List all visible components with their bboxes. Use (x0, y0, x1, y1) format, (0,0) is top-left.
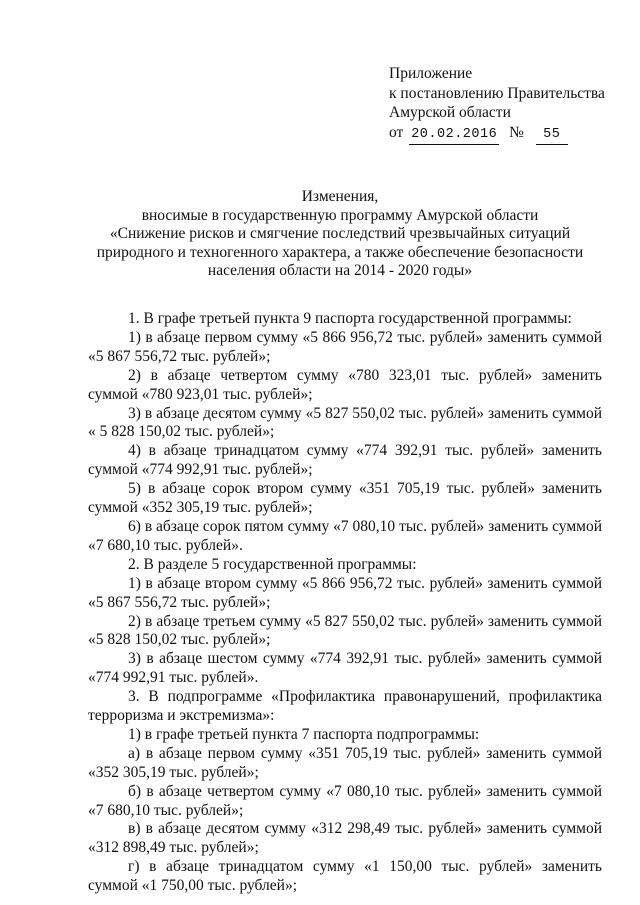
paragraph: 2. В разделе 5 государственной программы: (128, 555, 417, 573)
title-line-1: Изменения, (301, 188, 379, 205)
paragraph: а) в абзаце первом сумму «351 705,19 тыс. рублей» заменить суммой «352 305,19 тыс. рублей»; (88, 744, 602, 781)
number-label: № (509, 123, 524, 141)
paragraph: 1. В графе третьей пункта 9 паспорта государственной программы: (128, 310, 572, 327)
paragraph: в) в абзаце десятом сумму «312 298,49 тыс. рублей» заменить суммой «312 898,49 тыс. рублей»; (88, 820, 602, 857)
title-line-3: «Снижение рисков и смягчение последствий чрезвычайных ситуаций (109, 225, 571, 243)
paragraph: 2) в абзаце третьем сумму «5 827 550,02 тыс. рублей» заменить суммой «5 828 150,02 тыс. рублей»; (88, 612, 602, 649)
paragraph: 4) в абзаце тринадцатом сумму «774 392,91 тыс. рублей» заменить суммой «774 992,91 тыс. рублей»; (88, 442, 602, 479)
document-title (60, 188, 620, 281)
appendix-date-line (389, 123, 605, 146)
paragraph: 3. В подпрограмме «Профилактика правонарушений, профилактика терроризма и экстремизма»: (88, 688, 602, 725)
paragraph: 3) в абзаце шестом сумму «774 392,91 тыс. рублей» заменить суммой «774 992,91 тыс. рублей». (88, 650, 602, 687)
resolution-date: 20.02.2016 (409, 125, 499, 146)
from-label: от (389, 123, 404, 141)
resolution-number: 55 (536, 125, 568, 146)
paragraph: г) в абзаце тринадцатом сумму «1 150,00 тыс. рублей» заменить суммой «1 750,00 тыс. рублей»; (88, 858, 602, 895)
paragraph: 3) в абзаце десятом сумму «5 827 550,02 тыс. рублей» заменить суммой « 5 828 150,02 тыс. рублей»; (88, 404, 602, 441)
appendix-block (389, 64, 605, 145)
paragraph: 1) в абзаце первом сумму «5 866 956,72 тыс. рублей» заменить суммой «5 867 556,72 тыс. рублей»; (88, 328, 602, 365)
appendix-resolution-line: к постановлению Правительства (389, 84, 605, 102)
paragraph: 1) в графе третьей пункта 7 паспорта подпрограммы: (128, 725, 480, 743)
appendix-title: Приложение (389, 65, 473, 82)
paragraph: 5) в абзаце сорок втором сумму «351 705,19 тыс. рублей» заменить суммой «352 305,19 тыс. рублей»; (88, 480, 602, 517)
title-line-4: природного и техногенного характера, а также обеспечение безопасности (96, 243, 584, 261)
appendix-region-line: Амурской области (389, 104, 511, 121)
title-line-5: населения области на 2014 - 2020 годы» (207, 262, 473, 280)
paragraph: 6) в абзаце сорок пятом сумму «7 080,10 тыс. рублей» заменить суммой «7 680,10 тыс. рублей». (88, 517, 602, 554)
title-line-2: вносимые в государственную программу Амурской области (141, 206, 539, 224)
paragraph: 1) в абзаце втором сумму «5 866 956,72 тыс. рублей» заменить суммой «5 867 556,72 тыс. рублей»; (88, 574, 602, 611)
paragraph: 2) в абзаце четвертом сумму «780 323,01 тыс. рублей» заменить суммой «780 923,01 тыс. рублей»; (88, 366, 602, 403)
paragraph: б) в абзаце четвертом сумму «7 080,10 тыс. рублей» заменить суммой «7 680,10 тыс. рублей»; (88, 782, 602, 819)
document-body (88, 310, 602, 896)
